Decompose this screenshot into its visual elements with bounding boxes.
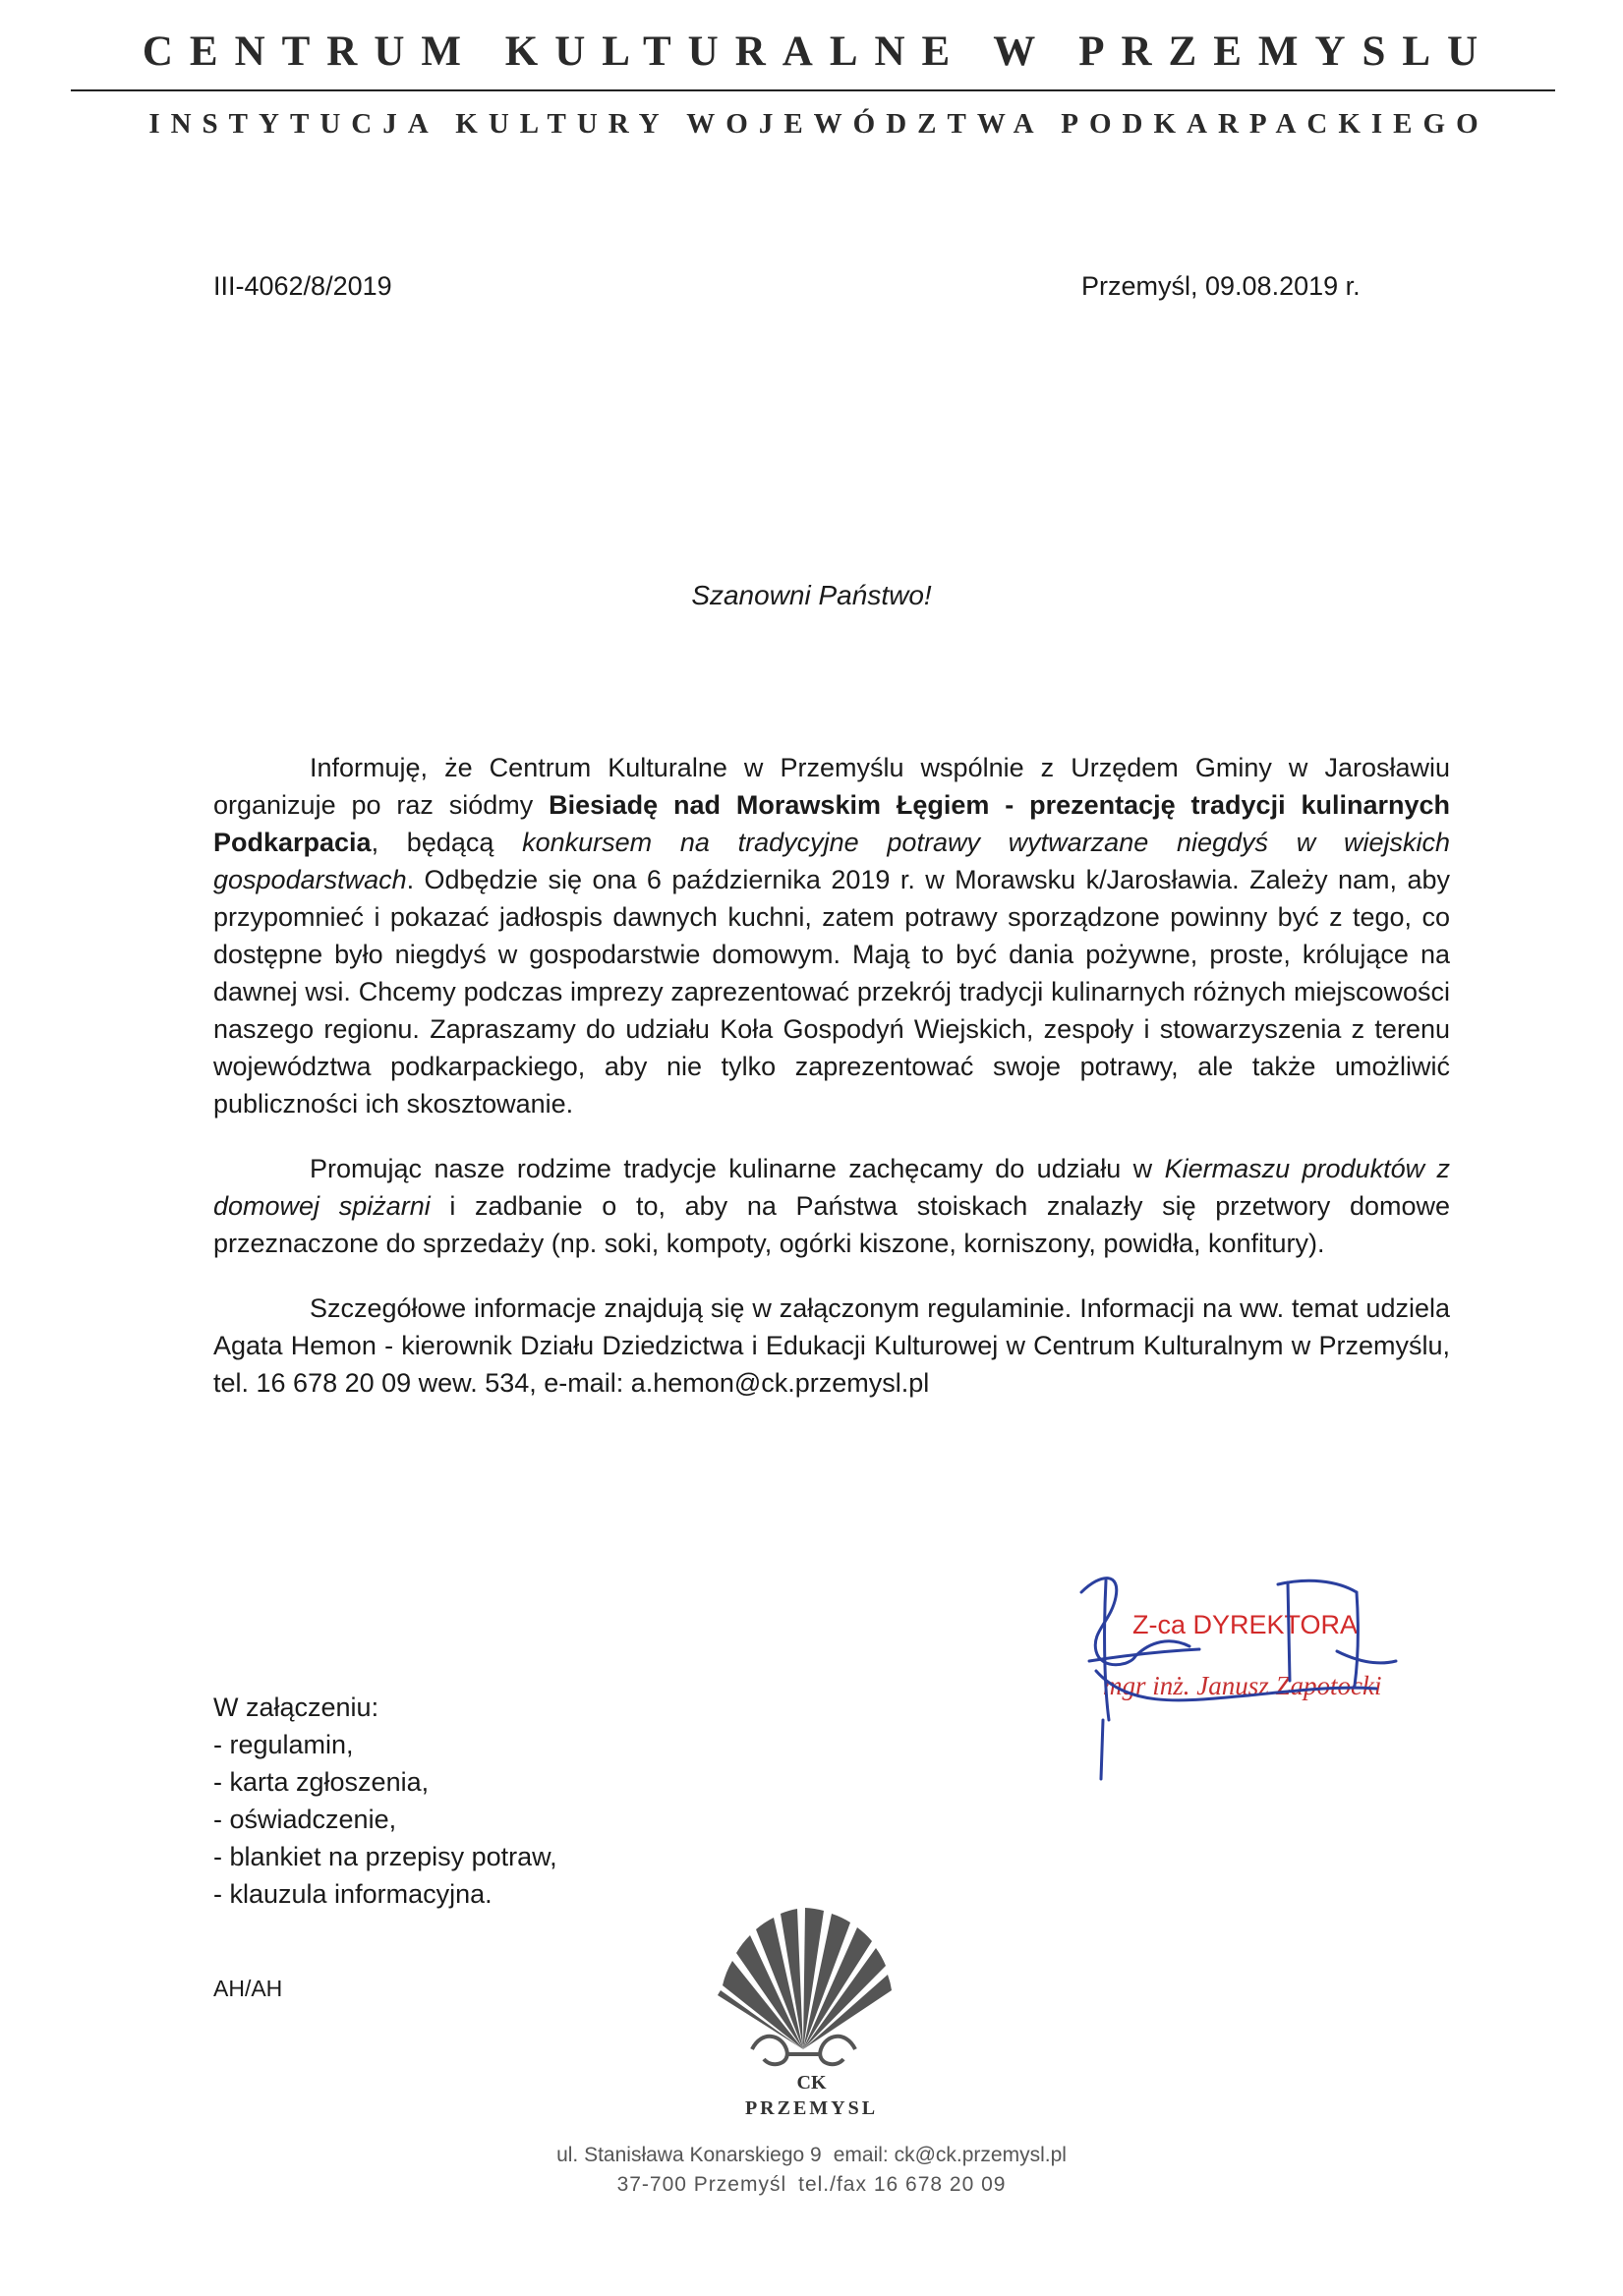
- event-description: konkursem na tradycyjne potrawy wytwarzane niegdyś w wiejskich gospodarstwach: [213, 828, 1450, 894]
- paragraph-text: i zadbanie o to, aby na Państwa stoiskach znalazły się przetwory domowe przeznaczone do sprzedaży (np. soki, kompoty, ogórki kiszone, korniszony, powidła, konfitury).: [213, 1191, 1450, 1258]
- letterhead-rule: [71, 89, 1555, 91]
- paragraph-text: , będącą: [371, 828, 523, 857]
- attachments-list: [213, 1689, 557, 1913]
- logo-text-ck: CK: [796, 2072, 827, 2094]
- footer-address-line: [0, 2144, 1623, 2167]
- footer-email: email: ck@ck.przemysl.pl: [833, 2144, 1067, 2166]
- attachment-item: - klauzula informacyjna.: [213, 1879, 493, 1909]
- attachment-item: - regulamin,: [213, 1730, 354, 1759]
- letter-date: Przemyśl, 09.08.2019 r.: [1081, 271, 1361, 301]
- paragraph-text: . Odbędzie się ona 6 października 2019 r. w Morawsku k/Jarosławia. Zależy nam, aby przypomnieć i pokazać jadłospis dawnych kuchni, zatem potrawy sporządzone powinny być z tego, co dostępne było niegdyś w gospodarstwie domowym. Mają to być dania pożywne, proste, królujące na dawnej wsi. Chcemy podczas imprezy zaprezentować przekrój tradycji kulinarnych różnych miejscowości naszego regionu. Zapraszamy do udziału Koła Gospodyń Wiejskich, zespoły i stowarzyszenia z terenu województwa podkarpackiego, aby nie tylko zaprezentować swoje potrawy, ale także umożliwić publiczności ich skosztowanie.: [213, 865, 1450, 1119]
- logo-text-city: PRZEMYSL: [744, 2097, 879, 2119]
- fair-name: Kiermaszu produktów z domowej spiżarni: [213, 1154, 1450, 1221]
- letter-body: [213, 749, 1450, 1429]
- footer-contact-line: [0, 2173, 1623, 2197]
- stamp-name: mgr inż. Janusz Zapotocki: [1103, 1671, 1382, 1700]
- letterhead-subtitle: INSTYTUCJA KULTURY WOJEWÓDZTWA PODKARPACKIEGO: [148, 108, 1489, 140]
- attachment-item: - karta zgłoszenia,: [213, 1767, 430, 1797]
- paragraph-fair: [213, 1150, 1450, 1262]
- paragraph-text: Promując nasze rodzime tradycje kulinarne zachęcamy do udziału w: [310, 1154, 1165, 1183]
- paragraph-contact: Szczegółowe informacje znajdują się w załączonym regulaminie. Informacji na ww. temat udziela Agata Hemon - kierownik Działu Dziedzictwa i Edukacji Kulturowej w Centrum Kulturalnym w Przemyślu, tel. 16 678 20 09 wew. 534, e-mail: a.hemon@ck.przemysl.pl: [213, 1293, 1450, 1398]
- attachments-heading: W załączeniu:: [213, 1693, 379, 1722]
- paragraph-text: Informuję, że Centrum Kulturalne w Przemyślu wspólnie z Urzędem Gminy w Jarosławiu organizuje po raz siódmy: [213, 753, 1450, 820]
- footer-city: 37-700 Przemyśl: [616, 2173, 787, 2196]
- author-initials: AH/AH: [213, 1976, 283, 2001]
- handwritten-signature-icon: [1042, 1563, 1416, 1789]
- footer-address: ul. Stanisława Konarskiego 9: [556, 2144, 822, 2166]
- event-name: Biesiadę nad Morawskim Łęgiem - prezentację tradycji kulinarnych Podkarpacia: [213, 790, 1450, 857]
- attachment-item: - oświadczenie,: [213, 1805, 397, 1834]
- footer-phone: tel./fax 16 678 20 09: [798, 2173, 1007, 2196]
- letterhead-title: CENTRUM KULTURALNE W PRZEMYSLU: [142, 29, 1495, 75]
- salutation: Szanowni Państwo!: [691, 580, 932, 610]
- ck-shell-logo-icon: [703, 1892, 904, 2074]
- reference-number: III-4062/8/2019: [213, 271, 392, 301]
- paragraph-invitation: [213, 749, 1450, 1122]
- stamp-role: Z-ca DYREKTORA: [1132, 1610, 1359, 1639]
- attachment-item: - blankiet na przepisy potraw,: [213, 1842, 557, 1871]
